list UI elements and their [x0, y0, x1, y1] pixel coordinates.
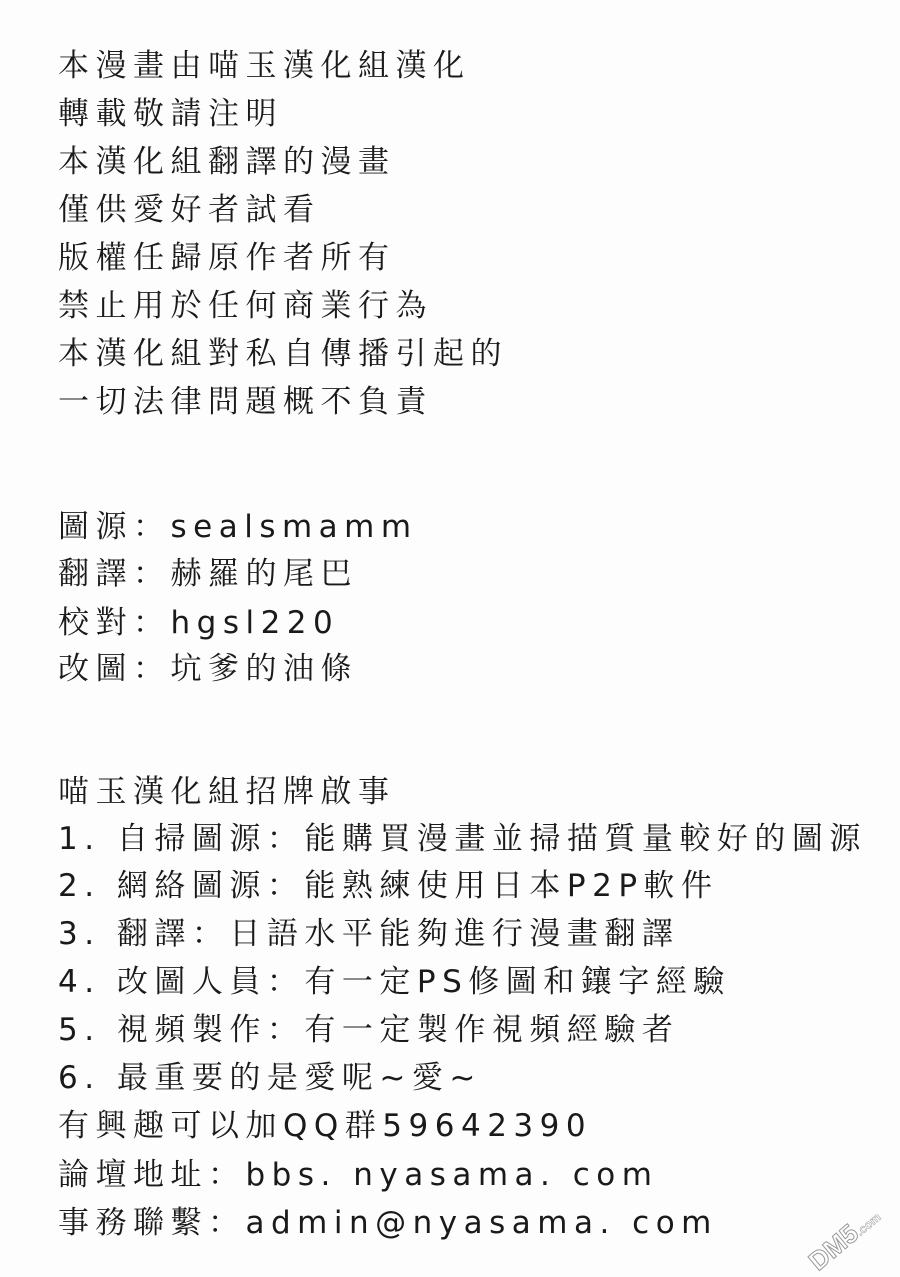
credit-line: 圖源：sealsmamm [58, 509, 418, 545]
forum-address-line: 論壇地址：bbs. nyasama. com [58, 1157, 659, 1193]
credit-line: 改圖：坑爹的油條 [58, 651, 358, 687]
contact-email-line: 事務聯繫：admin@nyasama. com [58, 1205, 718, 1241]
disclaimer-line: 僅供愛好者試看 [58, 192, 321, 228]
disclaimer-line: 轉載敬請注明 [58, 96, 283, 132]
qq-group-line: 有興趣可以加QQ群59642390 [58, 1108, 593, 1144]
recruitment-line: 1. 自掃圖源：能購買漫畫並掃描質量較好的圖源 [58, 821, 867, 857]
watermark-main: DM5 [802, 1217, 865, 1277]
disclaimer-line: 本漢化組翻譯的漫畫 [58, 144, 396, 180]
recruitment-line: 4. 改圖人員：有一定PS修圖和鑲字經驗 [58, 964, 731, 1000]
credit-line: 翻譯：赫羅的尾巴 [58, 556, 358, 592]
watermark-suffix: .com [853, 1209, 884, 1239]
recruitment-line: 3. 翻譯：日語水平能夠進行漫畫翻譯 [58, 916, 680, 952]
recruitment-line: 5. 視頻製作：有一定製作視頻經驗者 [58, 1012, 680, 1048]
recruitment-line: 2. 網絡圖源：能熟練使用日本P2P軟件 [58, 868, 719, 904]
disclaimer-line: 本漫畫由喵玉漢化組漢化 [58, 48, 471, 84]
credit-line: 校對：hgsl220 [58, 605, 340, 641]
disclaimer-line: 版權任歸原作者所有 [58, 240, 396, 276]
disclaimer-line: 本漢化組對私自傳播引起的 [58, 336, 508, 372]
disclaimer-line: 禁止用於任何商業行為 [58, 288, 433, 324]
recruitment-line: 6. 最重要的是愛呢~愛~ [58, 1060, 482, 1096]
recruitment-title: 喵玉漢化組招牌啟事 [58, 774, 396, 810]
disclaimer-line: 一切法律問題概不負責 [58, 384, 433, 420]
dm5-watermark-logo [803, 1200, 886, 1277]
